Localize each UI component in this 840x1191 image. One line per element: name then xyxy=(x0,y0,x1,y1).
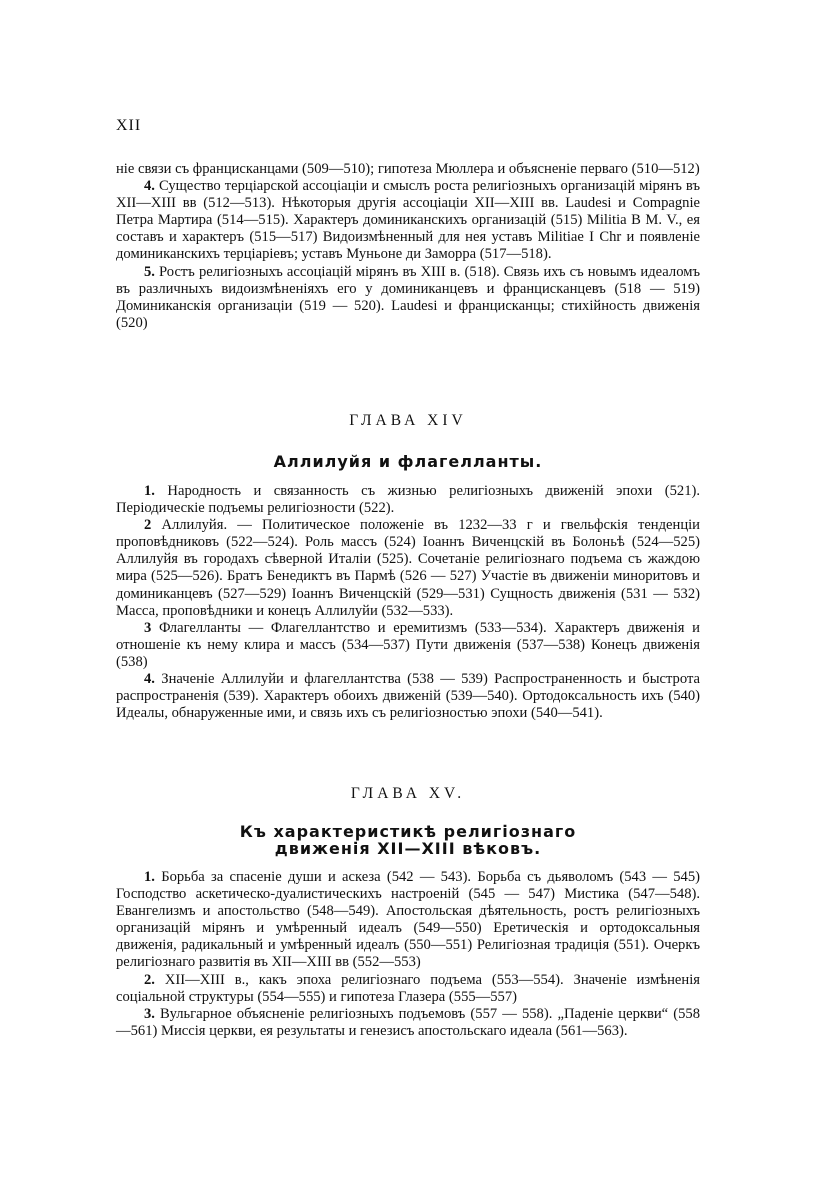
section-continuation xyxy=(116,161,700,332)
paragraph: 1. Борьба за спасеніе души и аскеза (542 — 543). Борьба съ дьяволомъ (543 — 545) Господство аскетическо-дуалистическихъ настроеній (545 — 547) Мистика (547—548). Евангелизмъ и апостольство (548—549). Апостольская дѣятельность, ростъ религіозныхъ организацій мірянъ и умѣренный идеалъ (549—550) Еретическія и ортодоксальныя движенія, радикальный и умѣренный идеалъ (550—551) Религіозная традиція (551). Очеркъ религіознаго развитія въ XII—XIII вв (552—553) xyxy=(116,869,700,971)
page-number: XII xyxy=(116,117,142,134)
chapter-15-contents xyxy=(116,869,700,1040)
paragraph: 4. Значеніе Аллилуйи и флагеллантства (538 — 539) Распространенность и быстрота распространенія (539). Характеръ обоихъ движеній (539—540). Ортодоксальность ихъ (540) Идеалы, обнаруженные ими, и связь ихъ съ религіозностью эпохи (540—541). xyxy=(116,671,700,722)
paragraph: 3 Флагелланты — Флагеллантство и еремитизмъ (533—534). Характеръ движенія и отношеніе къ нему клира и массъ (534—537) Пути движенія (537—538) Конецъ движенія (538) xyxy=(116,619,700,670)
paragraph-number: 1. xyxy=(144,483,155,499)
paragraph-number: 3. xyxy=(144,1005,155,1022)
paragraph-number: 4. xyxy=(144,671,155,688)
paragraph: 1. Народность и связанность съ жизнью религіозныхъ движеній эпохи (521). Періодическіе подъемы религіозности (522). xyxy=(116,483,700,517)
paragraph: 5. Ростъ религіозныхъ ассоціацій мірянъ въ XIII в. (518). Связь ихъ съ новымъ идеаломъ въ различныхъ видоизмѣненіяхъ его у доминиканцевъ и францисканцевъ (518 — 519) Доминиканскія организаціи (519 — 520). Laudesi и францисканцы; стихійность движенія (520) xyxy=(116,263,700,331)
paragraph-number: 4. xyxy=(144,178,155,195)
chapter-title: Аллилуйя и флагелланты. xyxy=(273,452,543,471)
paragraph-number: 3 xyxy=(144,619,152,636)
paragraph-number: 1. xyxy=(144,869,155,885)
chapter-heading: ГЛАВА XV. xyxy=(350,785,466,802)
chapter-14-contents xyxy=(116,483,700,722)
paragraph: 3. Вульгарное объясненіе религіозныхъ подъемовъ (557 — 558). „Паденіе церкви“ (558—561) Миссія церкви, ея результаты и генезисъ апостольскаго идеала (561—563). xyxy=(116,1005,700,1039)
paragraph-number: 2 xyxy=(144,517,152,534)
paragraph: 2 Аллилуйя. — Политическое положеніе въ 1232—33 г и гвельфскія тенденціи проповѣдниковъ (522—524). Роль массъ (524) Іоаннъ Виченцскій въ Болоньѣ (524—525) Аллилуйя въ городахъ сѣверной Италіи (525). Сочетаніе религіознаго подъема съ жаждою мира (525—526). Братъ Бенедиктъ въ Пармѣ (526 — 527) Участіе въ движеніи миноритовъ и доминиканцевъ (527—529) Іоаннъ Виченцскій (529—531) Сущность движенія (531 — 532) Масса, проповѣдники и конецъ Аллилуйи (532—533). xyxy=(116,517,700,619)
paragraph-number: 5. xyxy=(144,263,155,280)
paragraph: 2. XII—XIII в., какъ эпоха религіознаго подъема (553—554). Значеніе измѣненія соціальной структуры (554—555) и гипотеза Глазера (555—557) xyxy=(116,971,700,1005)
paragraph: 4. Существо терціарской ассоціаціи и смыслъ роста религіозныхъ организацій мірянъ въ XII—XIII вв (512—513). Нѣкоторыя другія ассоціаціи XII—XIII вв. Laudesi и Compagnie Петра Мартира (514—515). Характеръ доминиканскихъ организацій (515) Militia B M. V., ея составъ и характеръ (515—517) Видоизмѣненный для нея уставъ Militiae I Chr и появленіе доминиканскихъ терціаріевъ; уставъ Муньоне ди Заморра (517—518). xyxy=(116,178,700,263)
chapter-title: Къ характеристикѣ религіознаго движенія XII—XIII вѣковъ. xyxy=(239,822,577,858)
paragraph: ніе связи съ францисканцами (509—510); гипотеза Мюллера и объясненіе перваго (510—512) xyxy=(116,161,700,177)
paragraph-number: 2. xyxy=(144,971,155,988)
chapter-heading: ГЛАВА XIV xyxy=(349,412,467,429)
